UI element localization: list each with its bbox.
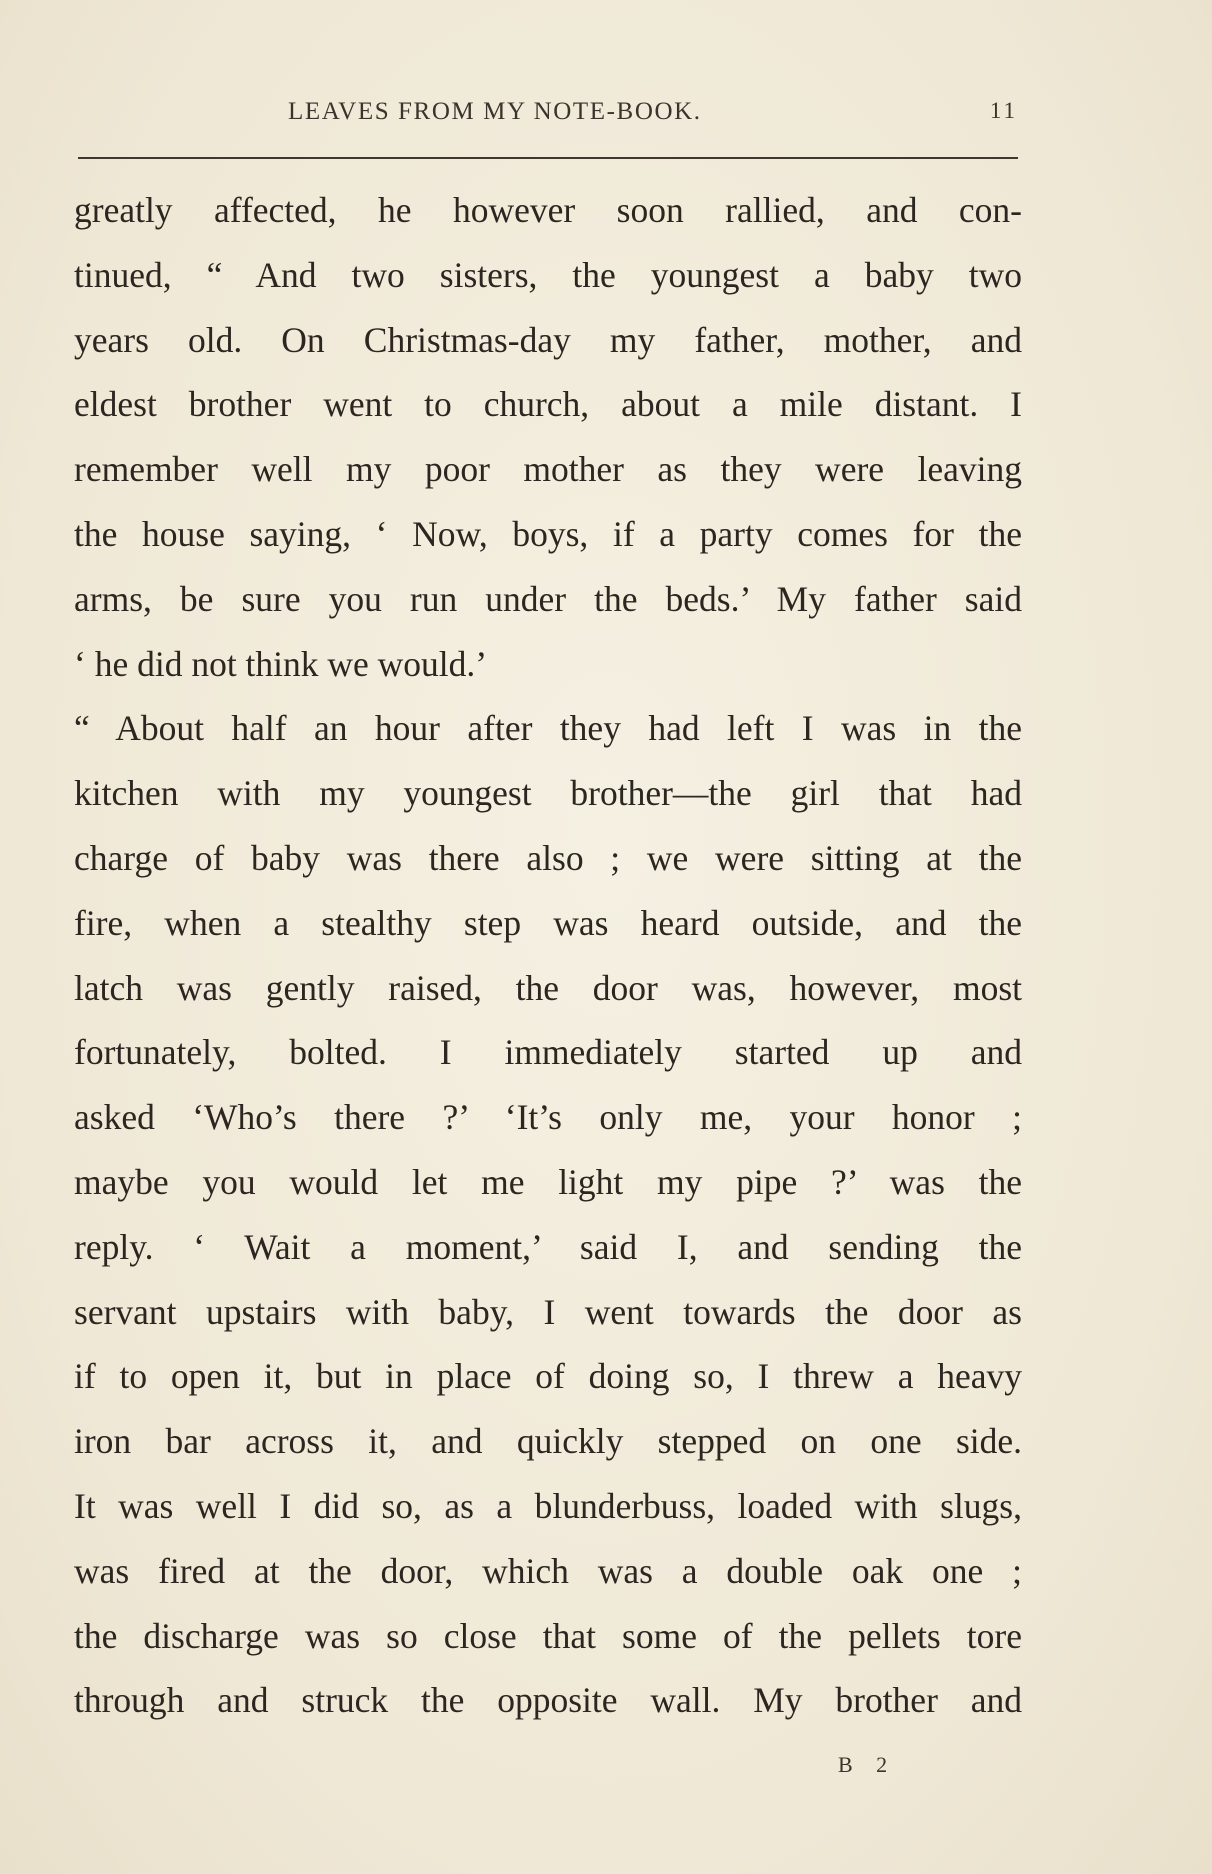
text-line: if to open it, but in place of doing so, I threw a heavy (74, 1356, 1022, 1397)
text-line: ‘ he did not think we would.’ (74, 643, 488, 684)
text-line: iron bar across it, and quickly stepped on one side. (74, 1421, 1022, 1462)
text-line: latch was gently raised, the door was, however, most (74, 967, 1022, 1008)
running-head (78, 98, 1018, 138)
text-line: the house saying, ‘ Now, boys, if a party comes for the (74, 513, 1022, 554)
text-line: asked ‘Who’s there ?’ ‘It’s only me, your honor ; (74, 1097, 1022, 1138)
text-line: fortunately, bolted. I immediately started up and (74, 1032, 1022, 1073)
text-line: reply. ‘ Wait a moment,’ said I, and sending the (74, 1226, 1022, 1267)
text-line: years old. On Christmas-day my father, mother, and (74, 319, 1022, 360)
text-line: the discharge was so close that some of the pellets tore (74, 1615, 1022, 1656)
body-text (74, 178, 1022, 1733)
text-line: arms, be sure you run under the beds.’ My father said (74, 578, 1022, 619)
running-title: LEAVES FROM MY NOTE-BOOK. (288, 98, 702, 125)
text-line: through and struck the opposite wall. My brother and (74, 1680, 1022, 1721)
text-line: remember well my poor mother as they were leaving (74, 449, 1022, 490)
text-line: was fired at the door, which was a double oak one ; (74, 1550, 1022, 1591)
signature-mark: B 2 (838, 1752, 897, 1777)
text-line: “ About half an hour after they had left I was in the (74, 708, 1022, 749)
text-line: eldest brother went to church, about a mile distant. I (74, 384, 1022, 425)
text-line: greatly affected, he however soon rallied, and con- (74, 190, 1022, 230)
text-line: fire, when a stealthy step was heard outside, and the (74, 902, 1022, 943)
text-line: It was well I did so, as a blunderbuss, loaded with slugs, (74, 1485, 1022, 1526)
text-line: charge of baby was there also ; we were sitting at the (74, 837, 1022, 878)
header-rule (78, 157, 1018, 159)
text-line: servant upstairs with baby, I went towards the door as (74, 1291, 1022, 1332)
text-line: kitchen with my youngest brother—the girl that had (74, 773, 1022, 814)
page-number: 11 (989, 98, 1018, 123)
text-line: maybe you would let me light my pipe ?’ was the (74, 1161, 1022, 1202)
text-line: tinued, “ And two sisters, the youngest a baby two (74, 254, 1022, 295)
